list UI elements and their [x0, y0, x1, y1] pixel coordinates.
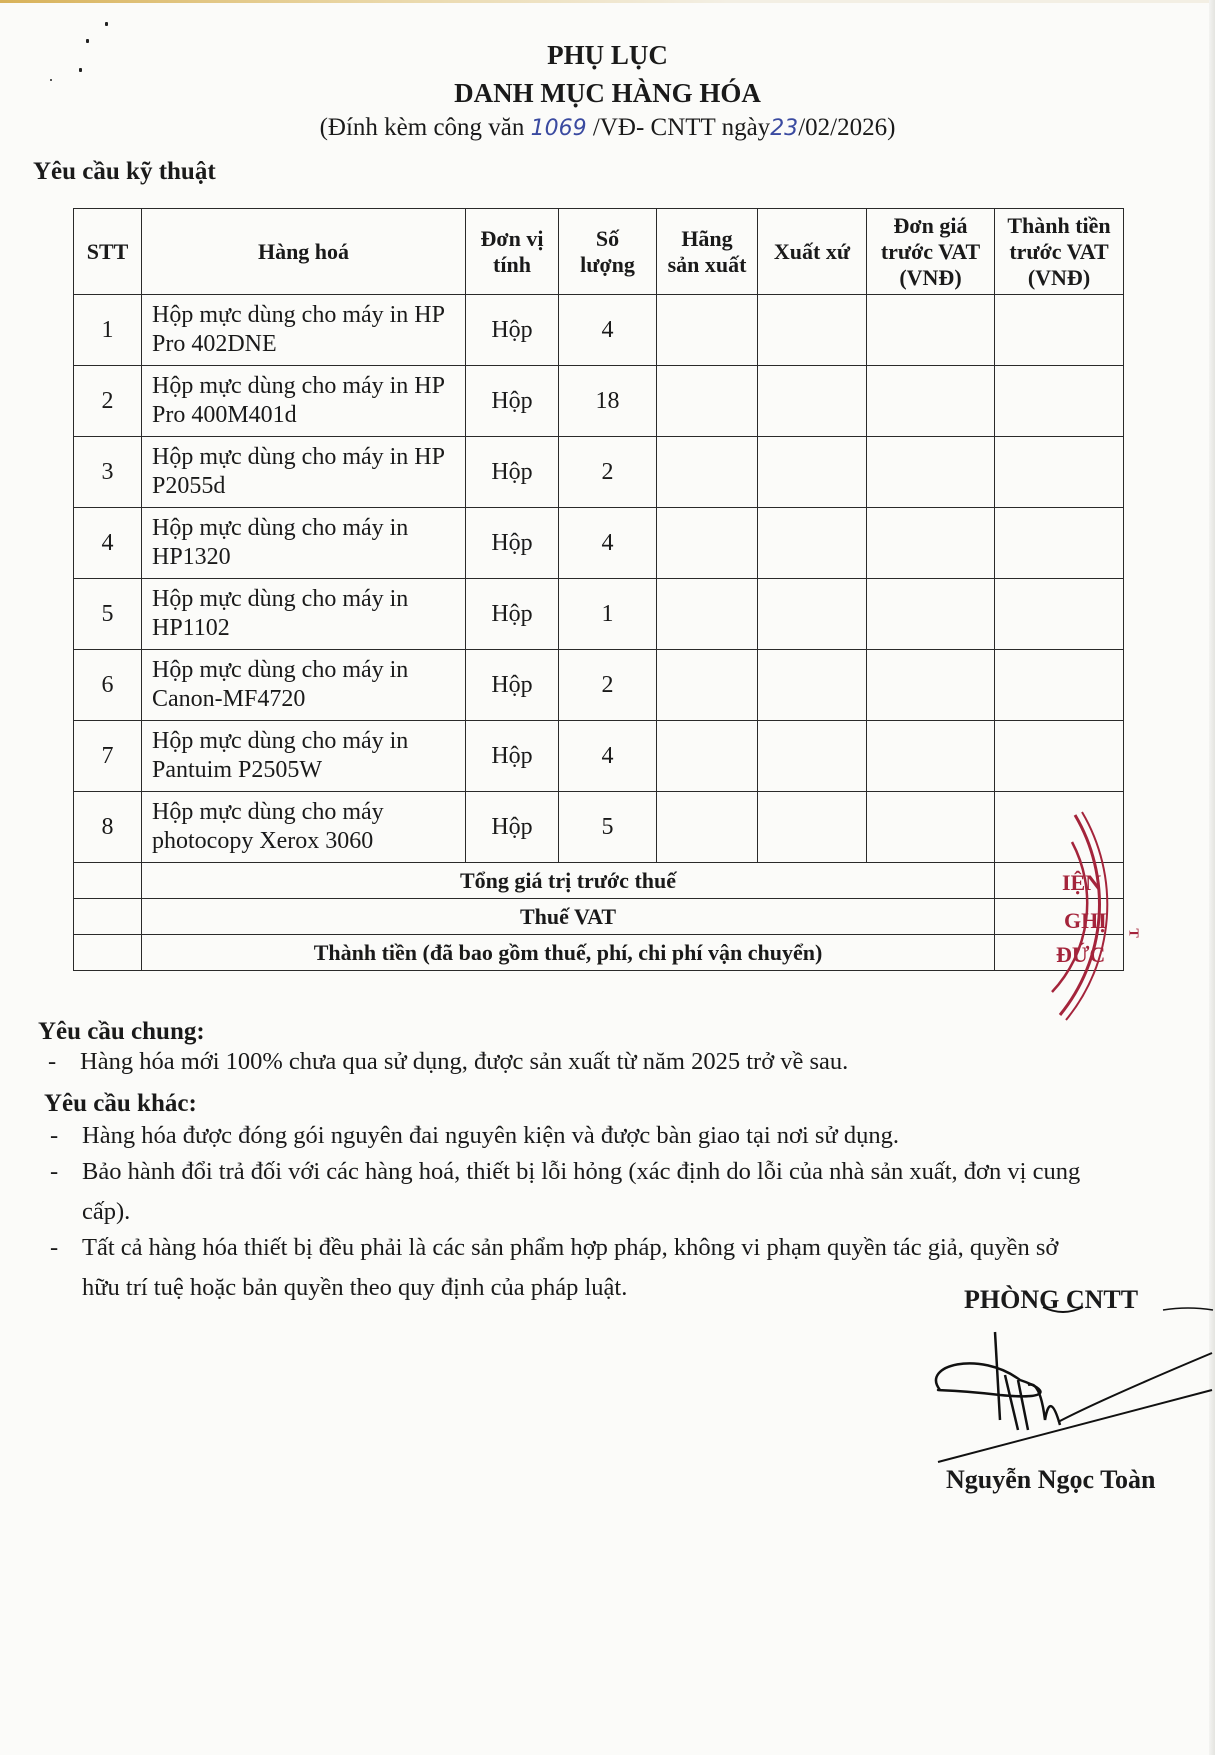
goods-cell — [142, 295, 466, 366]
quantity-cell: 4 — [559, 721, 657, 792]
table-row — [74, 579, 1124, 650]
general-requirements-heading: Yêu cầu chung: — [38, 1018, 205, 1045]
quantity-cell: 2 — [559, 650, 657, 721]
manufacturer-cell — [657, 508, 758, 579]
manufacturer-cell — [657, 721, 758, 792]
stt-cell: 8 — [74, 792, 142, 863]
signature-strokes — [995, 1332, 1060, 1430]
origin-cell — [758, 721, 867, 792]
stt-cell: 4 — [74, 508, 142, 579]
column-header-goods: Hàng hoá — [142, 209, 466, 295]
manufacturer-cell — [657, 295, 758, 366]
summary-stt-cell — [74, 863, 142, 899]
table-row — [74, 792, 1124, 863]
goods-model-line: photocopy Xerox 3060 — [152, 828, 374, 854]
amount-cell — [995, 508, 1124, 579]
signature-flourish — [1058, 1353, 1212, 1422]
signature-image — [900, 1270, 1215, 1490]
goods-model-line: Pantuim P2505W — [152, 757, 323, 783]
goods-name-line: Hộp mực dùng cho máy in HP — [152, 373, 445, 399]
signature-loop — [936, 1363, 1040, 1396]
quantity-cell: 5 — [559, 792, 657, 863]
goods-cell — [142, 650, 466, 721]
stamp-text: GHỊ — [1064, 908, 1107, 933]
date-rest: /02/2026) — [798, 114, 896, 141]
goods-name-line: Hộp mực dùng cho máy in HP — [152, 302, 445, 328]
document-number: 1069 — [530, 116, 587, 141]
unit-cell: Hộp — [466, 437, 559, 508]
amount-cell — [995, 721, 1124, 792]
signature-underline — [938, 1390, 1212, 1462]
summary-row-vat — [74, 899, 1124, 935]
other-requirements-heading: Yêu cầu khác: — [44, 1090, 197, 1117]
date-day: 23 — [770, 116, 799, 141]
unit-price-cell — [867, 792, 995, 863]
official-stamp — [1000, 800, 1215, 1030]
stt-cell: 5 — [74, 579, 142, 650]
stamp-text: IỆN — [1062, 870, 1102, 895]
origin-cell — [758, 650, 867, 721]
signer-name: Nguyễn Ngọc Toàn — [946, 1465, 1156, 1494]
attachment-middle: /VĐ- CNTT ngày — [586, 114, 771, 141]
quantity-cell: 4 — [559, 508, 657, 579]
goods-name-line: Hộp mực dùng cho máy in HP — [152, 444, 445, 470]
table-header-row — [74, 209, 1124, 295]
initials-mark — [1043, 1307, 1083, 1312]
unit-cell: Hộp — [466, 792, 559, 863]
column-header-manufacturer: Hãng sản xuất — [657, 209, 758, 295]
table-row — [74, 295, 1124, 366]
column-header-unit-price: Đơn giá trước VAT (VNĐ) — [867, 209, 995, 295]
summary-row-total — [74, 935, 1124, 971]
attachment-reference — [0, 114, 1215, 142]
department-name: PHÒNG CNTT — [964, 1285, 1139, 1314]
amount-cell — [995, 295, 1124, 366]
table-row — [74, 508, 1124, 579]
unit-price-cell — [867, 650, 995, 721]
goods-name-line: Hộp mực dùng cho máy in — [152, 586, 409, 612]
origin-cell — [758, 437, 867, 508]
technical-requirements-heading: Yêu cầu kỹ thuật — [33, 158, 216, 185]
origin-cell — [758, 508, 867, 579]
goods-table — [73, 208, 1124, 971]
origin-cell — [758, 579, 867, 650]
column-header-amount: Thành tiền trước VAT (VNĐ) — [995, 209, 1124, 295]
goods-cell — [142, 792, 466, 863]
summary-row-subtotal — [74, 863, 1124, 899]
unit-price-cell — [867, 579, 995, 650]
stt-cell: 6 — [74, 650, 142, 721]
unit-price-cell — [867, 366, 995, 437]
table-row — [74, 650, 1124, 721]
unit-price-cell — [867, 508, 995, 579]
manufacturer-cell — [657, 792, 758, 863]
column-header-quantity: Số lượng — [559, 209, 657, 295]
summary-label: Tổng giá trị trước thuế — [142, 863, 995, 899]
goods-model-line: Canon-MF4720 — [152, 686, 306, 712]
origin-cell — [758, 792, 867, 863]
attachment-prefix: (Đính kèm công văn — [319, 114, 531, 141]
manufacturer-cell — [657, 366, 758, 437]
stt-cell: 3 — [74, 437, 142, 508]
stamp-text: ĐỨC — [1056, 942, 1106, 967]
quantity-cell: 18 — [559, 366, 657, 437]
goods-name-line: Hộp mực dùng cho máy in — [152, 728, 409, 754]
amount-cell — [995, 437, 1124, 508]
amount-cell — [995, 579, 1124, 650]
goods-cell — [142, 366, 466, 437]
table-row — [74, 721, 1124, 792]
goods-model-line: Pro 402DNE — [152, 331, 277, 357]
amount-cell — [995, 650, 1124, 721]
origin-cell — [758, 295, 867, 366]
unit-price-cell — [867, 721, 995, 792]
amount-cell — [995, 366, 1124, 437]
unit-cell: Hộp — [466, 295, 559, 366]
goods-cell — [142, 508, 466, 579]
stamp-text: T — [1125, 928, 1141, 938]
goods-name-line: Hộp mực dùng cho máy — [152, 799, 384, 825]
unit-cell: Hộp — [466, 508, 559, 579]
appendix-title: PHỤ LỤC — [547, 40, 668, 70]
goods-cell — [142, 437, 466, 508]
column-header-unit: Đơn vị tính — [466, 209, 559, 295]
column-header-stt: STT — [74, 209, 142, 295]
unit-price-cell — [867, 437, 995, 508]
quantity-cell: 4 — [559, 295, 657, 366]
unit-cell: Hộp — [466, 650, 559, 721]
catalog-title: DANH MỤC HÀNG HÓA — [454, 78, 761, 108]
unit-cell: Hộp — [466, 579, 559, 650]
table-row — [74, 366, 1124, 437]
goods-model-line: P2055d — [152, 473, 226, 499]
unit-cell: Hộp — [466, 366, 559, 437]
summary-label: Thành tiền (đã bao gồm thuế, phí, chi phí vận chuyển) — [142, 935, 995, 971]
unit-price-cell — [867, 295, 995, 366]
goods-name-line: Hộp mực dùng cho máy in — [152, 657, 409, 683]
goods-name-line: Hộp mực dùng cho máy in — [152, 515, 409, 541]
scan-speck — [105, 22, 108, 26]
page-edge — [0, 0, 1215, 3]
table-row — [74, 437, 1124, 508]
stt-cell: 1 — [74, 295, 142, 366]
origin-cell — [758, 366, 867, 437]
goods-model-line: HP1102 — [152, 615, 230, 641]
goods-cell — [142, 721, 466, 792]
manufacturer-cell — [657, 650, 758, 721]
quantity-cell: 2 — [559, 437, 657, 508]
quantity-cell: 1 — [559, 579, 657, 650]
goods-cell — [142, 579, 466, 650]
summary-stt-cell — [74, 899, 142, 935]
initials-mark — [1163, 1308, 1213, 1310]
summary-label: Thuế VAT — [142, 899, 995, 935]
goods-model-line: Pro 400M401d — [152, 402, 297, 428]
manufacturer-cell — [657, 437, 758, 508]
stt-cell: 7 — [74, 721, 142, 792]
goods-model-line: HP1320 — [152, 544, 231, 570]
summary-stt-cell — [74, 935, 142, 971]
manufacturer-cell — [657, 579, 758, 650]
stt-cell: 2 — [74, 366, 142, 437]
column-header-origin: Xuất xứ — [758, 209, 867, 295]
unit-cell: Hộp — [466, 721, 559, 792]
